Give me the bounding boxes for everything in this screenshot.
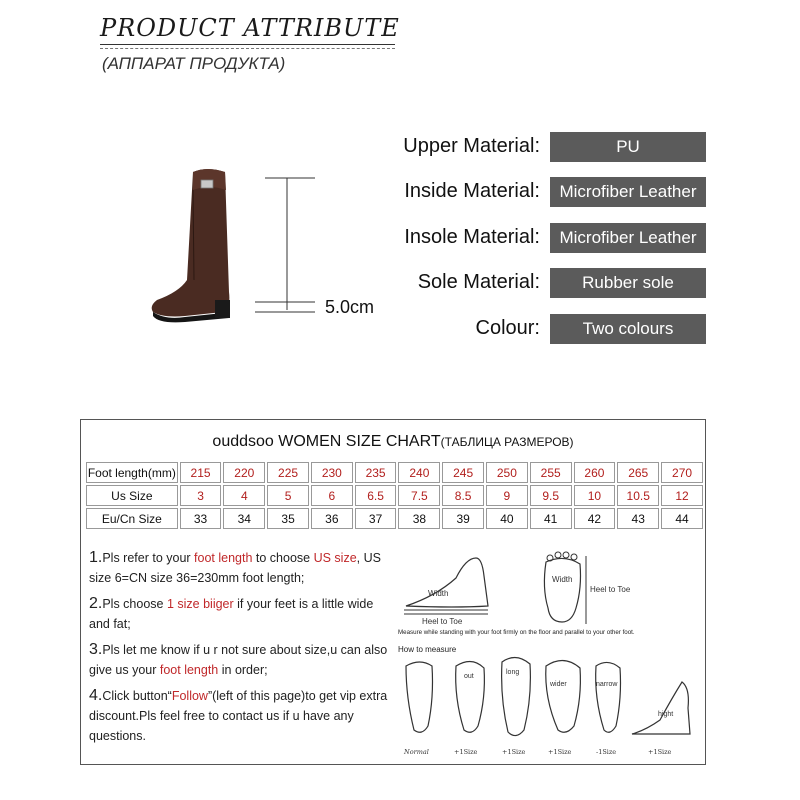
heel-height-label: 5.0cm	[325, 297, 375, 317]
attribute-value: Microfiber Leather	[550, 177, 706, 207]
foot-outline-narrow	[596, 662, 621, 732]
note-highlight: US size	[313, 551, 357, 565]
size-cell: 270	[661, 462, 703, 483]
note-highlight: foot length	[159, 663, 219, 677]
note-2	[89, 594, 389, 634]
size-cell: 41	[530, 508, 572, 529]
attribute-row-upper	[380, 132, 710, 164]
attribute-label: Sole Material:	[417, 271, 540, 293]
size-table	[84, 460, 705, 531]
attribute-row-sole	[380, 268, 710, 300]
foot-label-wider: wider	[550, 681, 567, 688]
side-foot-icon	[404, 558, 488, 626]
foot-outline-high	[632, 682, 690, 734]
note-4	[89, 686, 389, 746]
size-cell: 9	[486, 485, 528, 506]
size-cell: 9.5	[530, 485, 572, 506]
size-cell: 7.5	[398, 485, 440, 506]
size-cell: 230	[311, 462, 353, 483]
size-label-out: +1Size	[454, 748, 478, 756]
foot-measure-diagram	[396, 548, 696, 760]
note-text: ”(left of this page)to get vip extra discount.Pls feel free to contact us if u have any questions.	[89, 689, 388, 743]
how-to-measure-label: How to measure	[398, 645, 457, 654]
size-cell: 220	[223, 462, 265, 483]
foot-label-long: long	[506, 669, 520, 676]
size-cell: 8.5	[442, 485, 484, 506]
size-cell: 265	[617, 462, 659, 483]
size-cell: 4	[223, 485, 265, 506]
size-label-normal: Normal	[404, 748, 429, 756]
note-text: to choose	[252, 551, 314, 565]
attribute-value: Two colours	[550, 314, 706, 344]
top-foot-icon	[544, 552, 630, 624]
size-cell: 5	[267, 485, 309, 506]
attribute-row-inside	[380, 177, 710, 209]
size-cell: 240	[398, 462, 440, 483]
title-underline-dashed	[100, 48, 395, 49]
size-chart-title-main: ouddsoo WOMEN SIZE CHART	[212, 433, 441, 450]
size-row-label: Eu/Cn Size	[86, 508, 178, 529]
size-cell: 44	[661, 508, 703, 529]
top-heel-to-toe-label: Heel to Toe	[590, 585, 631, 594]
size-cell: 42	[574, 508, 616, 529]
size-cell: 215	[180, 462, 222, 483]
size-cell: 36	[311, 508, 353, 529]
size-cell: 245	[442, 462, 484, 483]
title-underline	[100, 44, 395, 45]
size-cell: 12	[661, 485, 703, 506]
size-cell: 40	[486, 508, 528, 529]
size-cell: 43	[617, 508, 659, 529]
size-notes	[89, 548, 389, 752]
note-text: Pls let me know if u r not sure about size,u can also give us your	[89, 643, 388, 677]
foot-outline-out	[456, 661, 485, 732]
heel-height-measure	[255, 170, 315, 320]
foot-outline-long	[502, 657, 531, 735]
attribute-row-insole	[380, 223, 710, 255]
attribute-value: Microfiber Leather	[550, 223, 706, 253]
size-row-label: Us Size	[86, 485, 178, 506]
note-number: 1.	[89, 549, 103, 566]
top-width-label: Width	[552, 575, 573, 584]
note-number: 2.	[89, 595, 103, 612]
note-text: if your feet is a little wide and fat;	[89, 597, 374, 631]
size-cell: 39	[442, 508, 484, 529]
note-number: 4.	[89, 687, 103, 704]
attribute-label: Insole Material:	[404, 226, 540, 248]
size-cell: 10.5	[617, 485, 659, 506]
size-cell: 37	[355, 508, 397, 529]
size-label-long: +1Size	[502, 748, 526, 756]
note-text: Click button“	[102, 689, 172, 703]
attribute-value: PU	[550, 132, 706, 162]
size-cell: 33	[180, 508, 222, 529]
size-cell: 10	[574, 485, 616, 506]
size-cell: 255	[530, 462, 572, 483]
side-width-label: Width	[428, 589, 449, 598]
size-chart-title	[81, 433, 705, 451]
measure-instruction: Measure while standing with your foot firmly on the floor and parallel to your other foot.	[398, 629, 635, 636]
note-highlight: 1 size biiger	[166, 597, 234, 611]
foot-label-out: out	[464, 673, 474, 680]
note-highlight: foot length	[194, 551, 253, 565]
attribute-label: Colour:	[475, 317, 540, 339]
size-cell: 260	[574, 462, 616, 483]
size-cell: 38	[398, 508, 440, 529]
foot-outline-wider	[546, 660, 581, 732]
size-cell: 6	[311, 485, 353, 506]
page-title: PRODUCT ATTRIBUTE	[100, 14, 400, 42]
size-row-label: Foot length(mm)	[86, 462, 178, 483]
size-cell: 35	[267, 508, 309, 529]
size-cell: 225	[267, 462, 309, 483]
attribute-value: Rubber sole	[550, 268, 706, 298]
size-cell: 3	[180, 485, 222, 506]
size-table-row	[86, 508, 703, 529]
attribute-label: Upper Material:	[403, 135, 540, 157]
note-text: Pls choose	[102, 597, 167, 611]
size-cell: 250	[486, 462, 528, 483]
note-3	[89, 640, 389, 680]
size-table-row	[86, 485, 703, 506]
size-chart-title-suffix: (ТАБЛИЦА РАЗМЕРОВ)	[440, 435, 574, 449]
note-number: 3.	[89, 641, 103, 658]
attribute-row-colour	[380, 314, 710, 346]
note-1	[89, 548, 389, 588]
size-label-narrow: -1Size	[596, 748, 617, 756]
size-chart	[80, 419, 706, 765]
size-cell: 235	[355, 462, 397, 483]
boot-image	[145, 160, 265, 330]
foot-label-hight: hight	[658, 711, 674, 718]
foot-label-narrow: narrow	[596, 681, 618, 688]
size-cell: 6.5	[355, 485, 397, 506]
attribute-label: Inside Material:	[404, 180, 540, 202]
size-label-high: +1Size	[648, 748, 672, 756]
note-highlight: Follow	[171, 689, 208, 703]
note-text: in order;	[218, 663, 268, 677]
size-cell: 34	[223, 508, 265, 529]
foot-outline-normal	[406, 662, 433, 732]
side-heel-to-toe-label: Heel to Toe	[422, 617, 463, 626]
note-text: Pls refer to your	[102, 551, 195, 565]
note-text: , US size 6=CN size 36=230mm foot length;	[89, 551, 381, 585]
size-table-row	[86, 462, 703, 483]
page-subtitle: (АППАРАТ ПРОДУКТА)	[102, 54, 286, 73]
size-label-wider: +1Size	[548, 748, 572, 756]
